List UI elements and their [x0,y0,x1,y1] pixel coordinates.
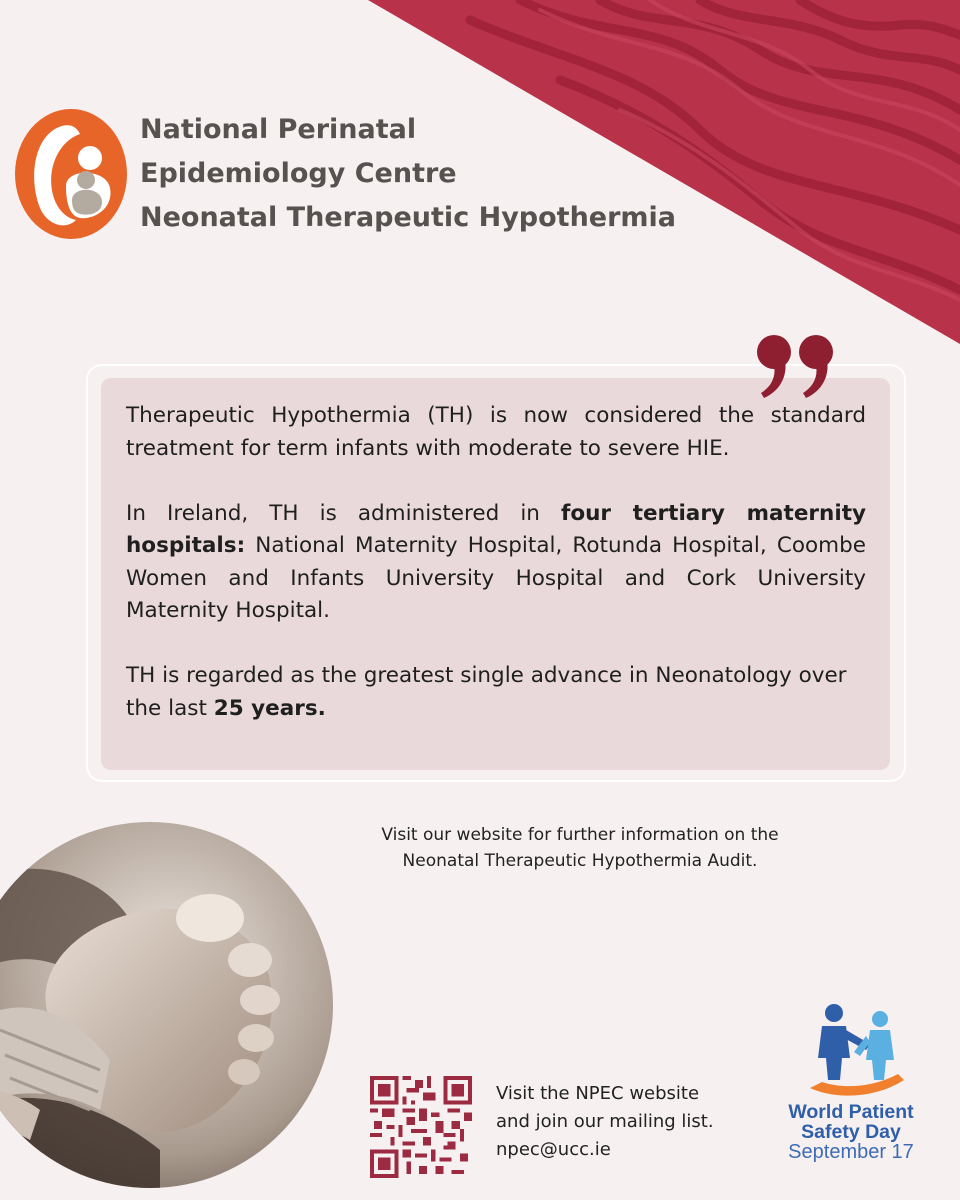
wpsd-title-line-1: World Patient [788,1101,914,1123]
world-patient-safety-day-logo [766,1000,936,1170]
title-line-3: Neonatal Therapeutic Hypothermia [140,202,677,233]
wpsd-date: September 17 [788,1141,914,1163]
baby-foot-photo [0,810,340,1200]
quote-text [126,400,866,758]
paragraph-2-intro: In Ireland, TH is administered in [126,500,561,526]
organisation-title [140,108,676,240]
mailing-list-note [496,1080,714,1164]
qr-code[interactable] [370,1076,472,1178]
mailing-line-1: Visit the NPEC website [496,1083,700,1104]
email-link[interactable]: npec@ucc.ie [496,1139,611,1160]
website-note-line-2: Neonatal Therapeutic Hypothermia Audit. [402,851,758,871]
title-line-2: Epidemiology Centre [140,158,457,189]
paragraph-2-hospital-list: National Maternity Hospital, Rotunda Hospital, Coombe Women and Infants University Hospital and Cork University Maternity Hospital. [126,533,866,623]
paragraph-3-highlight: 25 years. [213,695,326,721]
paragraph-2-highlight: four tertiary maternity hospitals: [126,500,866,558]
mailing-line-2: and join our mailing list. [496,1111,714,1132]
quote-paragraph-2 [126,498,866,628]
npec-logo [14,108,128,240]
paragraph-3-text: TH is regarded as the greatest single advance in Neonatology over the last [126,663,847,721]
quote-paragraph-3 [126,660,866,725]
website-note-line-1: Visit our website for further information on the [381,825,779,845]
title-line-1: National Perinatal [140,114,417,145]
wpsd-title-line-2: Safety Day [801,1121,901,1143]
quote-mark-icon [748,330,844,400]
website-note [330,822,830,874]
wpsd-figures-icon [766,1000,936,1100]
quote-paragraph-1: Therapeutic Hypothermia (TH) is now considered the standard treatment for term infants with moderate to severe HIE. [126,403,866,461]
